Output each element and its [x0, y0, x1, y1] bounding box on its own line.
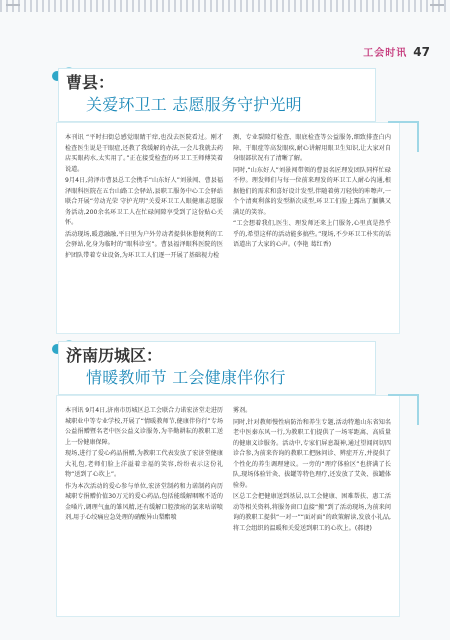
crop-mark — [430, 4, 444, 6]
paragraph: 本刊讯 9月4日,济南市历城区总工会联合力诺宏济堂走进历城职业中等专业学校,开展了“情暖教师节,健康伴你行”专场公益捐赠暨名老中医公益义诊服务,为辛勤耕耘的教职工送上一份健康保障。 — [65, 407, 223, 446]
top-decorative-stripe — [0, 0, 450, 12]
paragraph: 活动现场,暖意融融,平日里为户外劳动者提供休憩便利的工会驿站,化身为临时的“眼科诊室”。曹县福泽眼科医院的医护团队带着专业设备,为环卫工人们逐一开展了基础视力检 — [65, 230, 223, 259]
page-header — [363, 44, 430, 59]
article-1-col-left — [65, 133, 223, 262]
headline-2-subtitle: 情暖教师节 工会健康伴你行 — [86, 368, 286, 387]
page-number: 47 — [413, 44, 430, 59]
headline-1 — [58, 68, 376, 122]
paragraph: 区总工会把健康送到基层,以工会健康、困难帮扶、惠工活动等相关资料,将服务窗口直接“搬”到了活动现场,为前来问询的教职工提供“一对一”“面对面”的政策解读,发放小礼品,将工会组织的温暖和关爱送到职工的心坎上。(郝捷) — [233, 493, 391, 532]
headline-2 — [58, 341, 376, 395]
article-2-col-left — [65, 406, 223, 535]
corner-ornament-icon — [386, 393, 420, 427]
section-title: 工会时讯 — [363, 48, 408, 59]
article-2 — [56, 395, 400, 617]
article-2-columns — [57, 396, 399, 545]
paragraph: 9月4日,菏泽市曹县总工会携手“山东好人”刘景闯、曹县福泽眼科医院在五台山路工会驿站,县职工服务中心工会驿站联合开展“劳动光荣 守护光明”关爱环卫工人眼健康志愿服务活动,200余名环卫工人在忙碌间隙享受到了这份贴心关怀。 — [65, 177, 223, 226]
paragraph: 同时,针对教师慢性病防治和养生专题,活动特邀山东省知名老中医秦东风一行,为教职工们提供了一场零距离、高质量的健康义诊服务。活动中,专家们屏息凝神,通过望闻问切四诊合参,为前来咨询的教职工把脉问诊、辨症开方,并提供了个性化的养生调理建议。一旁的“理疗体验区”也挤满了长队,现场体验针灸、拔罐等特色理疗,还发放了艾灸、拔罐体验券。 — [233, 418, 391, 489]
paragraph: 雾剂。 — [233, 407, 252, 414]
headline-2-title: 济南历城区： — [66, 346, 163, 365]
paragraph: “工会想着我们,医生、理发师还来上门服务,心里真是热乎乎的,希望这样的活动能多搞些。”现场,不少环卫工朴实的话语道出了大家的心声。(李艳 葛红香) — [233, 220, 391, 248]
article-1-col-right — [233, 133, 391, 262]
paragraph: 作为本次活动的爱心参与单位,宏济堂制药和力诺制药向历城职专捐赠价值30万元的爱心药品,包括能缓解咽喉不适的金嗓片,调理气血的雏风精,还有缓解口腔溃疡的氯来咕诺喷剂,用于心绞痛应急处理的硝酸异山梨酯喷 — [65, 482, 223, 521]
crop-mark — [6, 4, 20, 6]
paragraph: 本刊讯 “平时扫街总感觉眼睛干痒,也没去医院看过。刚才检查医生说是干眼症,还教了我缓解的办法,一会儿我就去药店买眼药水,太实用了。”正在接受检查的环卫工王师傅笑着说道。 — [65, 134, 223, 173]
article-2-col-right — [233, 406, 391, 535]
article-1 — [56, 122, 400, 334]
corner-ornament-icon — [386, 120, 420, 154]
headline-1-title: 曹县： — [66, 73, 115, 92]
article-1-columns — [57, 123, 399, 272]
paragraph: 同时,“山东好人”刘景闯带领的曹县名匠理发团队同样忙碌不停。理发师们与每一位前来理发的环卫工人耐心沟通,根据他们的需求和喜好设计发型,伴随着剪刀轻快的咔嚓声,一个个清爽利落的发型渐次成型,环卫工们脸上露出了腼腆又满足的笑容。 — [233, 166, 391, 216]
headline-1-subtitle: 关爱环卫工 志愿服务守护光明 — [86, 95, 302, 114]
paragraph: 现场,进行了爱心药品捐赠,为教职工代表发放了宏济堂健康大礼包,老师们脸上洋溢着幸福的笑容,纷纷表示这份礼物“送到了心坎上”。 — [65, 450, 223, 478]
paragraph: 测、专业裂隙灯检查、眼底检查等公益服务,细致排查白内障、干眼症等高发眼疾,耐心讲解用眼卫生知识,让大家对自身眼部状况有了清晰了解。 — [233, 134, 391, 162]
